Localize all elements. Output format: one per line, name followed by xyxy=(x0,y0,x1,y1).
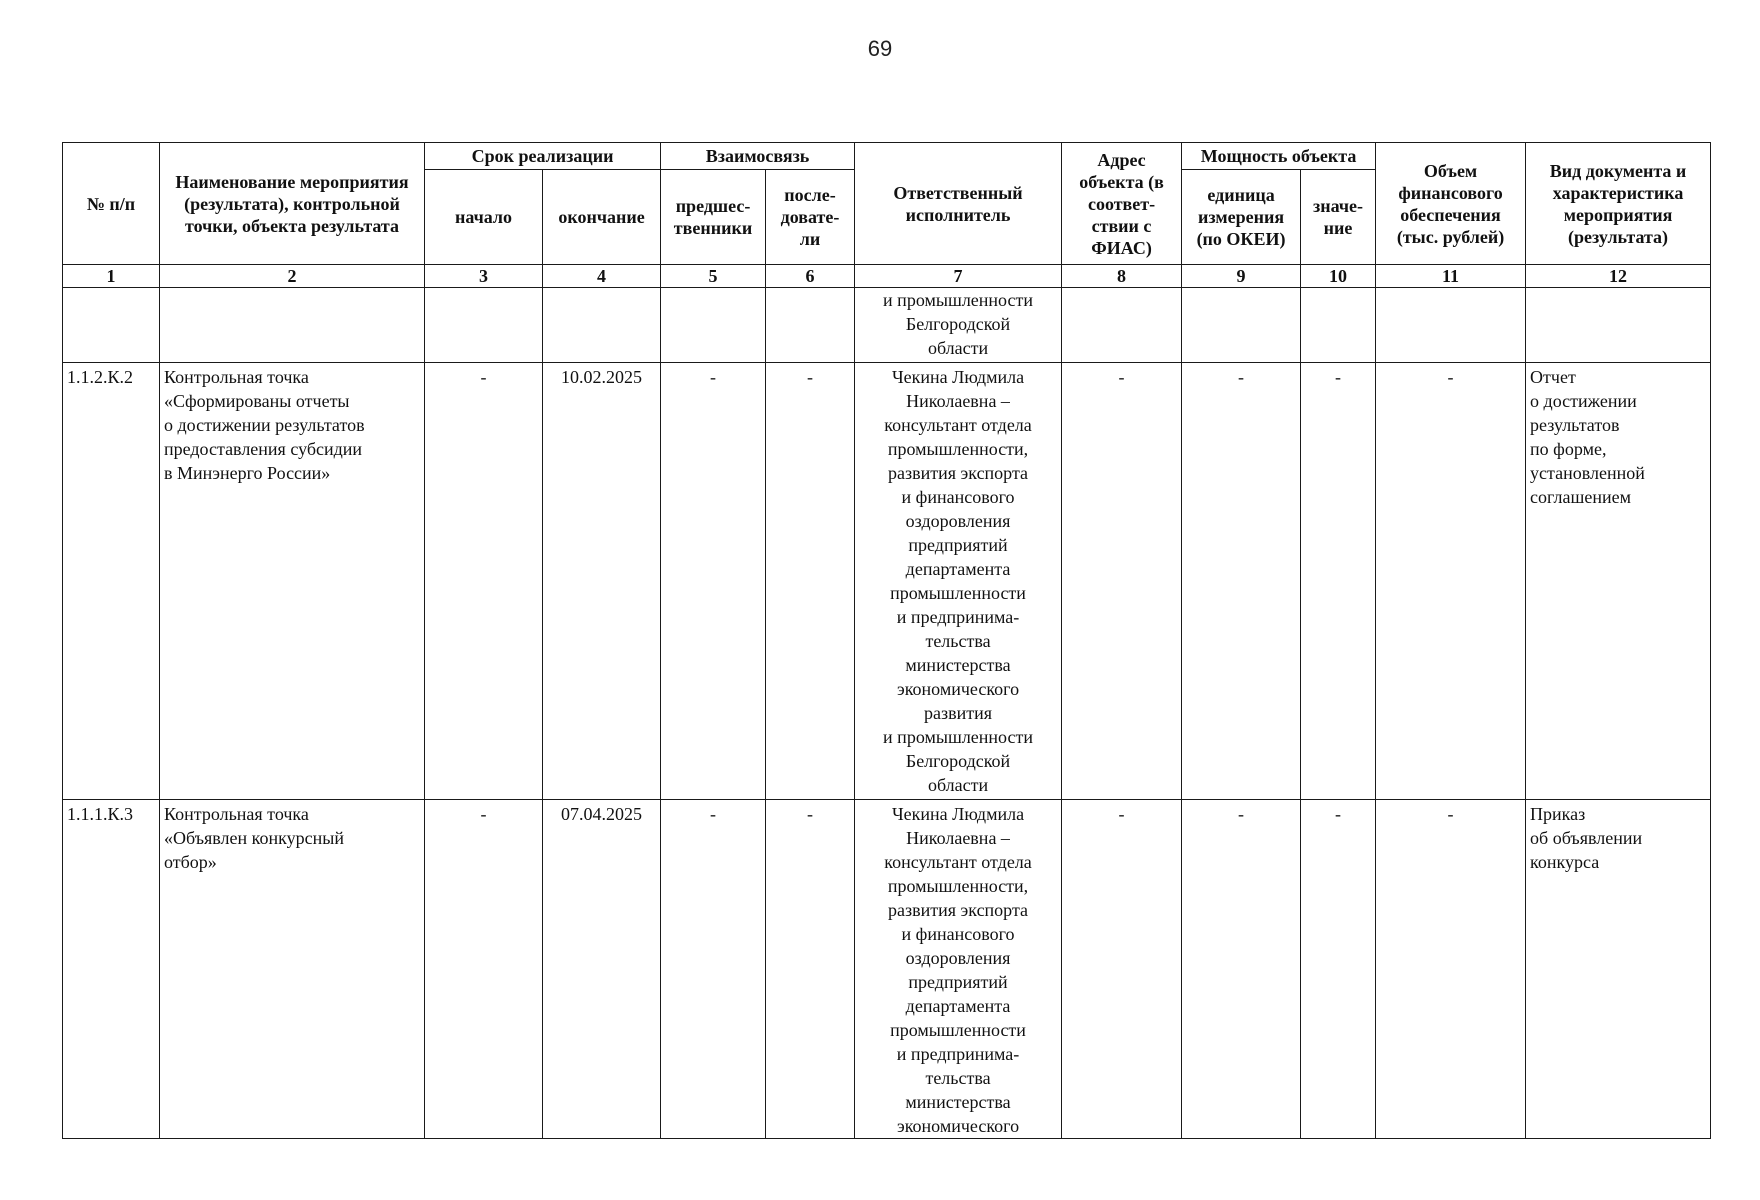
column-number: 11 xyxy=(1376,265,1526,288)
cell-end: 07.04.2025 xyxy=(543,800,661,1139)
header-num: № п/п xyxy=(63,143,160,265)
table-row xyxy=(63,363,1711,800)
column-number: 12 xyxy=(1526,265,1711,288)
column-number: 10 xyxy=(1301,265,1376,288)
cell-finance: - xyxy=(1376,800,1526,1139)
header-responsible: Ответственный исполнитель xyxy=(855,143,1062,265)
cell-next xyxy=(766,288,855,363)
cell-name xyxy=(160,288,425,363)
cell-unit: - xyxy=(1182,800,1301,1139)
cell-end: 10.02.2025 xyxy=(543,363,661,800)
cell-value: - xyxy=(1301,800,1376,1139)
column-number: 5 xyxy=(661,265,766,288)
cell-prev: - xyxy=(661,363,766,800)
header-term-group: Срок реализации xyxy=(425,143,661,170)
cell-next: - xyxy=(766,800,855,1139)
cell-prev xyxy=(661,288,766,363)
cell-name: Контрольная точка «Сформированы отчеты о достижении результатов предоставления субсидии в Минэнерго России» xyxy=(160,363,425,800)
cell-num xyxy=(63,288,160,363)
cell-num: 1.1.1.К.3 xyxy=(63,800,160,1139)
cell-unit: - xyxy=(1182,363,1301,800)
cell-start: - xyxy=(425,800,543,1139)
column-number: 7 xyxy=(855,265,1062,288)
cell-name: Контрольная точка «Объявлен конкурсный отбор» xyxy=(160,800,425,1139)
column-number: 3 xyxy=(425,265,543,288)
header-term-end: окончание xyxy=(543,170,661,265)
header-name: Наименование мероприятия (результата), контрольной точки, объекта результата xyxy=(160,143,425,265)
cell-next: - xyxy=(766,363,855,800)
header-power-unit: единица измерения (по ОКЕИ) xyxy=(1182,170,1301,265)
table-row xyxy=(63,288,1711,363)
header-link-prev: предшес- твенники xyxy=(661,170,766,265)
table-row xyxy=(63,800,1711,1139)
cell-prev: - xyxy=(661,800,766,1139)
column-number: 1 xyxy=(63,265,160,288)
cell-doc: Отчет о достижении результатов по форме, установленной соглашением xyxy=(1526,363,1711,800)
column-number: 9 xyxy=(1182,265,1301,288)
plan-table xyxy=(62,142,1711,1139)
cell-doc xyxy=(1526,288,1711,363)
header-power-group: Мощность объекта xyxy=(1182,143,1376,170)
table-body xyxy=(63,288,1711,1139)
cell-finance xyxy=(1376,288,1526,363)
header-link-group: Взаимосвязь xyxy=(661,143,855,170)
cell-responsible: Чекина Людмила Николаевна – консультант отдела промышленности, развития экспорта и финансового оздоровления предприятий департамента промышленности и предпринима- тельства министерства экономического xyxy=(855,800,1062,1139)
cell-value xyxy=(1301,288,1376,363)
header-term-start: начало xyxy=(425,170,543,265)
cell-responsible: и промышленности Белгородской области xyxy=(855,288,1062,363)
cell-finance: - xyxy=(1376,363,1526,800)
column-number: 6 xyxy=(766,265,855,288)
header-link-next: после- довате- ли xyxy=(766,170,855,265)
cell-start: - xyxy=(425,363,543,800)
cell-address: - xyxy=(1062,800,1182,1139)
cell-address: - xyxy=(1062,363,1182,800)
table-header xyxy=(63,143,1711,288)
header-doc: Вид документа и характеристика мероприятия (результата) xyxy=(1526,143,1711,265)
page-number: 69 xyxy=(867,36,893,61)
cell-num: 1.1.2.К.2 xyxy=(63,363,160,800)
cell-end xyxy=(543,288,661,363)
header-finance: Объем финансового обеспечения (тыс. рублей) xyxy=(1376,143,1526,265)
cell-value: - xyxy=(1301,363,1376,800)
column-number: 8 xyxy=(1062,265,1182,288)
cell-start xyxy=(425,288,543,363)
cell-doc: Приказ об объявлении конкурса xyxy=(1526,800,1711,1139)
header-power-value: значе- ние xyxy=(1301,170,1376,265)
header-address: Адрес объекта (в соответ- ствии с ФИАС) xyxy=(1062,143,1182,265)
cell-address xyxy=(1062,288,1182,363)
column-number: 2 xyxy=(160,265,425,288)
column-number: 4 xyxy=(543,265,661,288)
cell-responsible: Чекина Людмила Николаевна – консультант отдела промышленности, развития экспорта и финансового оздоровления предприятий департамента промышленности и предпринима- тельства министерства экономического развития и промышленности Белгородской области xyxy=(855,363,1062,800)
cell-unit xyxy=(1182,288,1301,363)
column-numbers-row xyxy=(63,265,1711,288)
